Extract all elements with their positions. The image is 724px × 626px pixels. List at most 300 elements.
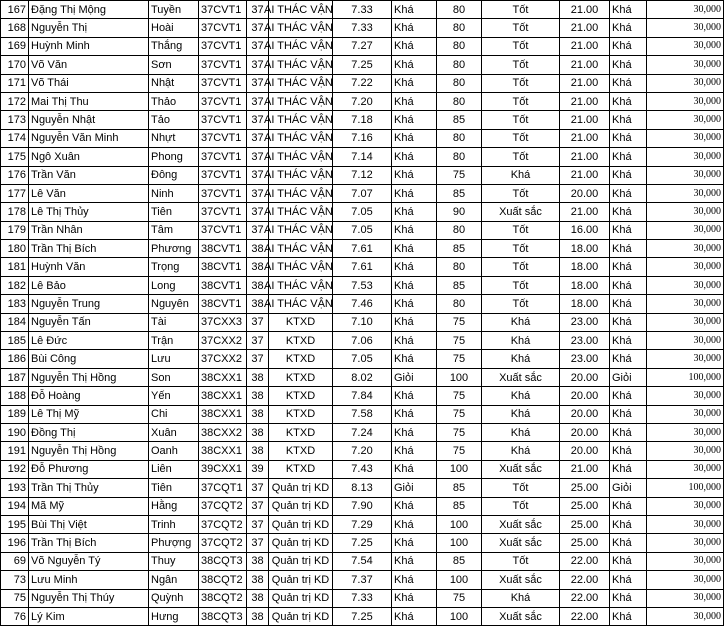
table-row [1, 552, 724, 570]
cell-xep-loai-hb: Khá [610, 184, 647, 202]
cell-so-tien: 30,000 [647, 129, 724, 147]
cell-stt: 186 [1, 350, 29, 368]
cell-ho-lot: Võ Nguyễn Tý [29, 552, 149, 570]
cell-lop: 37CQT1 [199, 479, 247, 497]
cell-xep-loai-rl: Tốt [482, 221, 560, 239]
cell-tin-chi: 21.00 [560, 74, 610, 92]
cell-khoa: 38 [247, 423, 269, 441]
cell-xep-loai-ht: Giỏi [392, 368, 437, 386]
cell-xep-loai-hb: Khá [610, 405, 647, 423]
cell-nganh: Quản trị KD [269, 571, 333, 589]
cell-xep-loai-hb: Khá [610, 148, 647, 166]
cell-lop: 38CVT1 [199, 258, 247, 276]
cell-lop: 37CQT2 [199, 534, 247, 552]
table-row [1, 571, 724, 589]
cell-lop: 39CXX1 [199, 460, 247, 478]
table-body [1, 1, 724, 626]
cell-xep-loai-ht: Khá [392, 405, 437, 423]
cell-diem-tb: 7.12 [333, 166, 392, 184]
cell-diem-tb: 7.24 [333, 423, 392, 441]
cell-xep-loai-hb: Khá [610, 111, 647, 129]
cell-ten: Tảo [149, 111, 199, 129]
cell-diem-rl: 80 [437, 19, 482, 37]
cell-so-tien: 30,000 [647, 460, 724, 478]
cell-diem-tb: 7.05 [333, 203, 392, 221]
cell-nganh: AI THÁC VẬN [269, 221, 333, 239]
cell-lop: 37CVT1 [199, 166, 247, 184]
cell-ten: Tâm [149, 221, 199, 239]
cell-khoa: 37 [247, 74, 269, 92]
table-row [1, 56, 724, 74]
cell-xep-loai-hb: Khá [610, 442, 647, 460]
cell-ho-lot: Bùi Thị Việt [29, 515, 149, 533]
cell-xep-loai-hb: Giỏi [610, 368, 647, 386]
cell-nganh: KTXD [269, 460, 333, 478]
cell-lop: 37CVT1 [199, 221, 247, 239]
cell-ho-lot: Đỗ Hoàng [29, 387, 149, 405]
cell-ho-lot: Đỗ Phương [29, 460, 149, 478]
cell-khoa: 37 [247, 111, 269, 129]
cell-ho-lot: Đặng Thị Mộng [29, 1, 149, 19]
cell-stt: 167 [1, 1, 29, 19]
cell-lop: 38CQT2 [199, 571, 247, 589]
cell-diem-rl: 100 [437, 460, 482, 478]
cell-ten: Thuy [149, 552, 199, 570]
table-row [1, 589, 724, 607]
cell-tin-chi: 25.00 [560, 479, 610, 497]
cell-lop: 38CQT3 [199, 607, 247, 625]
cell-diem-tb: 7.84 [333, 387, 392, 405]
cell-khoa: 37 [247, 497, 269, 515]
table-row [1, 184, 724, 202]
cell-xep-loai-hb: Khá [610, 258, 647, 276]
cell-tin-chi: 18.00 [560, 276, 610, 294]
cell-xep-loai-hb: Khá [610, 423, 647, 441]
cell-xep-loai-ht: Khá [392, 129, 437, 147]
cell-xep-loai-hb: Giỏi [610, 479, 647, 497]
cell-diem-tb: 7.54 [333, 552, 392, 570]
cell-diem-rl: 80 [437, 1, 482, 19]
cell-stt: 196 [1, 534, 29, 552]
cell-diem-tb: 7.53 [333, 276, 392, 294]
cell-xep-loai-rl: Tốt [482, 1, 560, 19]
cell-ho-lot: Võ Thái [29, 74, 149, 92]
cell-nganh: Quản trị KD [269, 515, 333, 533]
table-row [1, 111, 724, 129]
cell-ten: Trận [149, 332, 199, 350]
cell-ten: Nhật [149, 74, 199, 92]
cell-khoa: 37 [247, 166, 269, 184]
cell-ten: Thắng [149, 37, 199, 55]
cell-nganh: KTXD [269, 442, 333, 460]
cell-lop: 37CVT1 [199, 56, 247, 74]
cell-so-tien: 30,000 [647, 221, 724, 239]
cell-khoa: 38 [247, 607, 269, 625]
cell-xep-loai-hb: Khá [610, 37, 647, 55]
cell-stt: 194 [1, 497, 29, 515]
cell-xep-loai-ht: Khá [392, 111, 437, 129]
cell-diem-tb: 7.61 [333, 258, 392, 276]
cell-xep-loai-rl: Xuất sắc [482, 368, 560, 386]
cell-xep-loai-rl: Tốt [482, 92, 560, 110]
cell-xep-loai-ht: Khá [392, 148, 437, 166]
cell-so-tien: 30,000 [647, 111, 724, 129]
cell-diem-rl: 100 [437, 607, 482, 625]
table-row [1, 405, 724, 423]
cell-stt: 169 [1, 37, 29, 55]
cell-nganh: KTXD [269, 405, 333, 423]
cell-so-tien: 30,000 [647, 148, 724, 166]
cell-nganh: Quản trị KD [269, 534, 333, 552]
cell-diem-rl: 85 [437, 111, 482, 129]
cell-khoa: 37 [247, 221, 269, 239]
cell-stt: 182 [1, 276, 29, 294]
cell-diem-rl: 85 [437, 240, 482, 258]
cell-xep-loai-hb: Khá [610, 387, 647, 405]
table-row [1, 240, 724, 258]
cell-ho-lot: Nguyễn Thị [29, 19, 149, 37]
cell-ten: Xuân [149, 423, 199, 441]
cell-diem-tb: 7.33 [333, 1, 392, 19]
cell-stt: 170 [1, 56, 29, 74]
cell-lop: 37CVT1 [199, 1, 247, 19]
cell-ho-lot: Trần Thị Bích [29, 240, 149, 258]
cell-ho-lot: Trần Thị Bích [29, 534, 149, 552]
cell-diem-rl: 100 [437, 368, 482, 386]
cell-ho-lot: Trần Nhân [29, 221, 149, 239]
cell-xep-loai-ht: Khá [392, 258, 437, 276]
cell-xep-loai-ht: Khá [392, 295, 437, 313]
cell-ten: Nguyên [149, 295, 199, 313]
cell-stt: 171 [1, 74, 29, 92]
cell-ten: Yến [149, 387, 199, 405]
table-row [1, 92, 724, 110]
cell-tin-chi: 21.00 [560, 129, 610, 147]
cell-nganh: KTXD [269, 332, 333, 350]
cell-lop: 37CXX2 [199, 332, 247, 350]
cell-xep-loai-rl: Khá [482, 313, 560, 331]
cell-nganh: AI THÁC VẬN [269, 203, 333, 221]
cell-xep-loai-hb: Khá [610, 350, 647, 368]
cell-stt: 176 [1, 166, 29, 184]
cell-diem-rl: 80 [437, 258, 482, 276]
cell-khoa: 37 [247, 332, 269, 350]
cell-khoa: 38 [247, 240, 269, 258]
cell-ten: Nhựt [149, 129, 199, 147]
cell-xep-loai-hb: Khá [610, 460, 647, 478]
cell-so-tien: 30,000 [647, 350, 724, 368]
cell-diem-tb: 7.07 [333, 184, 392, 202]
cell-nganh: AI THÁC VẬN [269, 276, 333, 294]
cell-xep-loai-rl: Khá [482, 405, 560, 423]
cell-diem-tb: 7.18 [333, 111, 392, 129]
cell-xep-loai-rl: Tốt [482, 258, 560, 276]
cell-xep-loai-ht: Khá [392, 1, 437, 19]
cell-khoa: 38 [247, 552, 269, 570]
cell-diem-rl: 80 [437, 37, 482, 55]
cell-stt: 192 [1, 460, 29, 478]
cell-nganh: AI THÁC VẬN [269, 295, 333, 313]
cell-diem-tb: 7.05 [333, 221, 392, 239]
cell-nganh: AI THÁC VẬN [269, 19, 333, 37]
cell-xep-loai-rl: Tốt [482, 19, 560, 37]
cell-nganh: KTXD [269, 368, 333, 386]
cell-so-tien: 30,000 [647, 166, 724, 184]
cell-xep-loai-hb: Khá [610, 313, 647, 331]
cell-ten: Phương [149, 240, 199, 258]
cell-ho-lot: Lê Văn [29, 184, 149, 202]
cell-nganh: KTXD [269, 423, 333, 441]
table-row [1, 534, 724, 552]
cell-tin-chi: 21.00 [560, 166, 610, 184]
cell-so-tien: 30,000 [647, 240, 724, 258]
cell-xep-loai-rl: Khá [482, 423, 560, 441]
cell-xep-loai-hb: Khá [610, 221, 647, 239]
cell-tin-chi: 18.00 [560, 295, 610, 313]
cell-xep-loai-rl: Khá [482, 350, 560, 368]
cell-ho-lot: Trần Văn [29, 166, 149, 184]
cell-lop: 38CVT1 [199, 276, 247, 294]
cell-diem-rl: 80 [437, 56, 482, 74]
cell-xep-loai-ht: Khá [392, 332, 437, 350]
cell-diem-tb: 7.43 [333, 460, 392, 478]
cell-so-tien: 100,000 [647, 368, 724, 386]
cell-ten: Tiên [149, 203, 199, 221]
cell-xep-loai-hb: Khá [610, 571, 647, 589]
cell-so-tien: 30,000 [647, 607, 724, 625]
cell-diem-tb: 7.37 [333, 571, 392, 589]
cell-xep-loai-ht: Khá [392, 515, 437, 533]
cell-xep-loai-rl: Tốt [482, 295, 560, 313]
cell-khoa: 37 [247, 203, 269, 221]
cell-so-tien: 30,000 [647, 74, 724, 92]
cell-ten: Quỳnh [149, 589, 199, 607]
table-row [1, 423, 724, 441]
cell-xep-loai-hb: Khá [610, 607, 647, 625]
cell-so-tien: 30,000 [647, 405, 724, 423]
cell-xep-loai-ht: Khá [392, 607, 437, 625]
cell-diem-tb: 8.13 [333, 479, 392, 497]
table-row [1, 368, 724, 386]
cell-diem-rl: 75 [437, 313, 482, 331]
cell-ten: Trinh [149, 515, 199, 533]
cell-diem-tb: 7.25 [333, 56, 392, 74]
cell-ho-lot: Đồng Thị [29, 423, 149, 441]
cell-xep-loai-rl: Xuất sắc [482, 203, 560, 221]
cell-stt: 187 [1, 368, 29, 386]
cell-xep-loai-ht: Khá [392, 184, 437, 202]
cell-nganh: AI THÁC VẬN [269, 74, 333, 92]
cell-tin-chi: 22.00 [560, 607, 610, 625]
cell-ho-lot: Ngô Xuân [29, 148, 149, 166]
cell-ten: Phong [149, 148, 199, 166]
cell-so-tien: 30,000 [647, 258, 724, 276]
cell-so-tien: 30,000 [647, 56, 724, 74]
cell-xep-loai-ht: Khá [392, 166, 437, 184]
cell-xep-loai-ht: Khá [392, 460, 437, 478]
cell-ho-lot: Nguyễn Thị Thúy [29, 589, 149, 607]
cell-khoa: 37 [247, 184, 269, 202]
table-row [1, 276, 724, 294]
cell-so-tien: 30,000 [647, 332, 724, 350]
cell-ho-lot: Bùi Công [29, 350, 149, 368]
cell-xep-loai-ht: Khá [392, 552, 437, 570]
cell-xep-loai-rl: Khá [482, 387, 560, 405]
cell-diem-rl: 85 [437, 552, 482, 570]
cell-khoa: 37 [247, 1, 269, 19]
cell-nganh: Quản trị KD [269, 552, 333, 570]
cell-xep-loai-rl: Tốt [482, 56, 560, 74]
cell-xep-loai-hb: Khá [610, 515, 647, 533]
cell-xep-loai-hb: Khá [610, 1, 647, 19]
cell-nganh: AI THÁC VẬN [269, 37, 333, 55]
cell-so-tien: 30,000 [647, 571, 724, 589]
cell-so-tien: 30,000 [647, 37, 724, 55]
cell-tin-chi: 22.00 [560, 589, 610, 607]
cell-nganh: AI THÁC VẬN [269, 129, 333, 147]
cell-lop: 37CVT1 [199, 148, 247, 166]
cell-xep-loai-rl: Tốt [482, 37, 560, 55]
cell-xep-loai-ht: Khá [392, 37, 437, 55]
cell-so-tien: 30,000 [647, 497, 724, 515]
table-row [1, 515, 724, 533]
table-row [1, 442, 724, 460]
cell-ho-lot: Trần Thị Thủy [29, 479, 149, 497]
cell-diem-tb: 7.58 [333, 405, 392, 423]
cell-stt: 178 [1, 203, 29, 221]
cell-xep-loai-rl: Khá [482, 589, 560, 607]
cell-tin-chi: 21.00 [560, 203, 610, 221]
cell-nganh: AI THÁC VẬN [269, 258, 333, 276]
cell-stt: 189 [1, 405, 29, 423]
cell-diem-rl: 75 [437, 350, 482, 368]
cell-xep-loai-ht: Khá [392, 276, 437, 294]
cell-xep-loai-rl: Tốt [482, 240, 560, 258]
cell-tin-chi: 20.00 [560, 368, 610, 386]
cell-lop: 38CXX1 [199, 387, 247, 405]
cell-diem-tb: 7.90 [333, 497, 392, 515]
cell-lop: 37CQT2 [199, 497, 247, 515]
table-row [1, 332, 724, 350]
cell-diem-tb: 7.16 [333, 129, 392, 147]
cell-lop: 37CQT2 [199, 515, 247, 533]
cell-xep-loai-rl: Tốt [482, 74, 560, 92]
cell-tin-chi: 25.00 [560, 534, 610, 552]
cell-stt: 191 [1, 442, 29, 460]
cell-xep-loai-ht: Khá [392, 350, 437, 368]
cell-ho-lot: Lê Thị Thủy [29, 203, 149, 221]
cell-tin-chi: 16.00 [560, 221, 610, 239]
cell-stt: 188 [1, 387, 29, 405]
cell-xep-loai-rl: Tốt [482, 184, 560, 202]
cell-lop: 38CXX2 [199, 423, 247, 441]
cell-khoa: 38 [247, 571, 269, 589]
cell-ho-lot: Nguyễn Thị Hồng [29, 442, 149, 460]
table-row [1, 37, 724, 55]
cell-stt: 73 [1, 571, 29, 589]
cell-xep-loai-ht: Khá [392, 571, 437, 589]
cell-diem-rl: 80 [437, 74, 482, 92]
cell-ten: Son [149, 368, 199, 386]
cell-nganh: Quản trị KD [269, 479, 333, 497]
cell-diem-tb: 7.25 [333, 534, 392, 552]
cell-stt: 177 [1, 184, 29, 202]
cell-lop: 37CVT1 [199, 184, 247, 202]
cell-xep-loai-hb: Khá [610, 534, 647, 552]
table-row [1, 148, 724, 166]
cell-xep-loai-rl: Tốt [482, 552, 560, 570]
cell-stt: 181 [1, 258, 29, 276]
cell-tin-chi: 18.00 [560, 258, 610, 276]
cell-nganh: Quản trị KD [269, 607, 333, 625]
cell-diem-rl: 85 [437, 184, 482, 202]
cell-stt: 175 [1, 148, 29, 166]
cell-lop: 38CXX1 [199, 442, 247, 460]
cell-tin-chi: 21.00 [560, 111, 610, 129]
cell-khoa: 38 [247, 387, 269, 405]
cell-so-tien: 30,000 [647, 92, 724, 110]
cell-xep-loai-rl: Xuất sắc [482, 534, 560, 552]
cell-stt: 193 [1, 479, 29, 497]
cell-xep-loai-ht: Khá [392, 19, 437, 37]
cell-stt: 185 [1, 332, 29, 350]
cell-nganh: AI THÁC VẬN [269, 111, 333, 129]
cell-lop: 38CVT1 [199, 295, 247, 313]
cell-stt: 76 [1, 607, 29, 625]
cell-diem-tb: 7.10 [333, 313, 392, 331]
cell-diem-rl: 80 [437, 148, 482, 166]
cell-ho-lot: Nguyễn Tấn [29, 313, 149, 331]
cell-khoa: 39 [247, 460, 269, 478]
cell-stt: 179 [1, 221, 29, 239]
cell-so-tien: 30,000 [647, 276, 724, 294]
cell-tin-chi: 21.00 [560, 19, 610, 37]
cell-diem-tb: 8.02 [333, 368, 392, 386]
table-row [1, 1, 724, 19]
cell-lop: 37CXX3 [199, 313, 247, 331]
cell-tin-chi: 18.00 [560, 240, 610, 258]
cell-so-tien: 100,000 [647, 479, 724, 497]
table-row [1, 607, 724, 625]
cell-diem-tb: 7.25 [333, 607, 392, 625]
cell-stt: 184 [1, 313, 29, 331]
cell-diem-rl: 75 [437, 332, 482, 350]
cell-diem-tb: 7.33 [333, 589, 392, 607]
cell-ten: Long [149, 276, 199, 294]
cell-tin-chi: 21.00 [560, 460, 610, 478]
cell-xep-loai-rl: Khá [482, 332, 560, 350]
cell-diem-tb: 7.33 [333, 19, 392, 37]
cell-so-tien: 30,000 [647, 515, 724, 533]
cell-xep-loai-ht: Khá [392, 240, 437, 258]
cell-tin-chi: 25.00 [560, 515, 610, 533]
cell-ten: Hoài [149, 19, 199, 37]
cell-tin-chi: 21.00 [560, 148, 610, 166]
cell-diem-tb: 7.61 [333, 240, 392, 258]
cell-xep-loai-ht: Khá [392, 92, 437, 110]
cell-xep-loai-hb: Khá [610, 19, 647, 37]
cell-diem-rl: 85 [437, 479, 482, 497]
cell-khoa: 37 [247, 479, 269, 497]
cell-stt: 173 [1, 111, 29, 129]
table-row [1, 295, 724, 313]
cell-so-tien: 30,000 [647, 552, 724, 570]
cell-tin-chi: 22.00 [560, 571, 610, 589]
cell-diem-rl: 100 [437, 571, 482, 589]
cell-ho-lot: Huỳnh Minh [29, 37, 149, 55]
cell-lop: 37CVT1 [199, 92, 247, 110]
cell-diem-rl: 100 [437, 515, 482, 533]
